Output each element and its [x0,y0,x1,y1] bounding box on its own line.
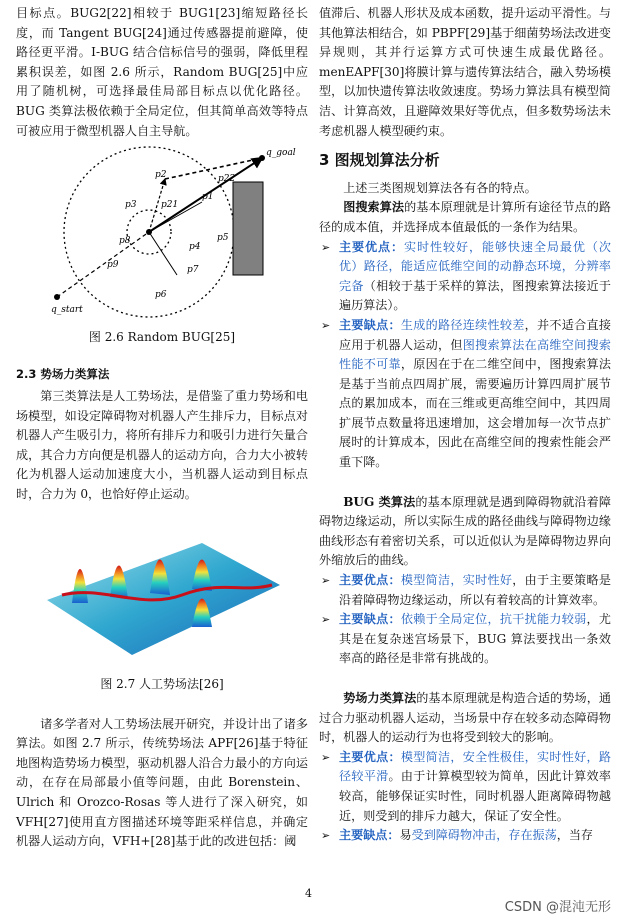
p3-label: p3 [125,200,137,211]
potential-field-surface [42,515,282,665]
p21-label: p21 [161,200,179,211]
bug-paragraph [319,493,611,571]
start-point [54,294,60,300]
random-bug-diagram [37,147,296,317]
bug-term: BUG 类算法 [343,494,416,509]
dis-label: 主要缺点： [339,612,401,627]
potential-paragraph [319,689,611,748]
dis-highlight-1: 生成的路径连续性较差 [400,317,525,332]
p5-label: p5 [217,233,229,244]
adv-highlight: 模型简洁，安全性极佳，实时性好，路径较平滑 [339,749,611,784]
p8-label: p8 [119,236,131,247]
figure-2-7 [16,515,308,672]
graph-search-text: 的基本原理就是计算所有途径节点的路径的成本值，并选择成本值最低的一条作为结果。 [319,200,611,234]
bullet-arrow-icon: ➢ [321,750,331,764]
dis-text: ，尤其是在复杂迷宫场景下，BUG 算法要找出一条效率高的路径是非常有挑战的。 [339,612,611,666]
graph-search-disadvantages [319,316,611,473]
goal-point [259,155,265,161]
bug-advantages [319,571,611,610]
obstacle-block [233,182,263,275]
left-paragraph-2: 第三类算法是人工势场法，是借鉴了重力势场和电场模型，如设定障碍物对机器人产生排斥力，目标点对机器人产生吸引力，将所有排斥力和吸引力进行矢量合成，其合力方向便是机器人的运动方向，合力大小被转化为机器人运动加速度大小，当机器人运动到目标点时，合力为 0，也恰好停止运动。 [16,388,308,501]
left-paragraph-3: 诸多学者对人工势场法展开研究，并设计出了诸多算法。如图 2.7 所示，传统势场法 APF[26]基于特征地图构造势场力模型，驱动机器人沿合力最小的方向运动，在存在局部最小值等问题，由此 Borenstein、Ulrich 和 Orozco-Rosas 等人进行了深入研究，如 VFH[27]使用直方图描述环境等距采样信息，并确定机器人运动方向，VFH+[28]基于此的改进包括：阈 [16,716,308,849]
p1-label: p1 [202,192,214,203]
potential-term: 势场力类算法 [343,691,417,705]
adv-highlight: 实时性较好，能够快速全局最优（次优）路径，能适应低维空间的动静态环境，分辨率完备 [339,239,611,293]
adv-label: 主要优点： [339,239,404,254]
graph-search-paragraph [319,198,611,237]
peak-1 [72,569,88,603]
adv-label: 主要优点： [339,749,401,764]
dis-label: 主要缺点： [339,317,401,332]
adv-text: 。由于计算模型较为简单，因此计算效率较高，能够保证实时性，同时机器人距离障碍物越近，则受到的排斥力越大，保证了安全性。 [339,769,611,823]
dis-highlight-2: 图搜索算法在高维空间搜索性能不可靠 [339,337,611,372]
start-label: q_start [51,305,83,316]
p2-label: p2 [155,170,167,181]
dis-text: ，原因在于在二维空间中，图搜索算法是基于当前点四周扩展，需要遍历计算四周扩展节点的累加成本，而在三维或更高维空间中，其四周扩展节点数量将迅速增加，这会增加每一次节点扩展时的计算成本，因此在高维空间的搜索性能会严重下降。 [339,357,611,470]
intro-paragraph: 上述三类图规划算法各有各的特点。 [343,180,537,195]
potential-text: 的基本原理就是构造合适的势场，通过合力驱动机器人运动，当场景中存在较多动态障碍物时，机器人的运动行为也将受到较大的影响。 [319,691,611,745]
p4-label: p4 [189,242,201,253]
watermark: CSDN @混沌无形 [504,900,611,915]
bullet-arrow-icon: ➢ [321,574,331,588]
adv-label: 主要优点： [339,573,401,588]
potential-advantages [319,748,611,826]
bug-text: 的基本原理就是遇到障碍物就沿着障碍物边缘运动，所以实际生成的路径曲线与障碍物边缘曲线形态有着密切关系，可以近似认为是障碍物边界向外缩放后的曲线。 [319,494,611,568]
figure-2-6 [16,147,308,324]
right-column [319,4,611,846]
dis-highlight: 受到障碍物冲击，存在振荡 [411,828,557,843]
dis-label: 主要缺点： [339,828,400,843]
p9-label: p9 [107,260,119,271]
dis-highlight: 依赖于全局定位，抗干扰能力较弱 [400,612,587,627]
p22-label: p22 [218,174,236,185]
section-2-3-heading: 2.3 势场力类算法 [16,367,110,382]
dis-text: ，当存 [556,828,594,843]
dis-text-mid: ，并不适合直接应用于机器人运动，但 [339,317,611,352]
graph-search-term: 图搜索算法 [343,200,405,215]
graph-search-advantages [319,238,611,316]
bullet-arrow-icon: ➢ [321,318,331,332]
figure-2-7-caption: 图 2.7 人工势场法[26] [100,677,224,692]
p7-ray [149,232,177,275]
bullet-arrow-icon: ➢ [321,613,331,627]
page-number: 4 [305,887,312,900]
bullet-arrow-icon: ➢ [321,240,331,254]
goal-label: q_goal [266,148,296,159]
figure-2-6-caption: 图 2.6 Random BUG[25] [88,329,236,344]
p6-label: p6 [155,290,167,301]
section-3-heading: 3 图规划算法分析 [319,151,440,170]
left-column [16,4,308,852]
bullet-arrow-icon: ➢ [321,829,331,843]
robot-point [146,229,152,235]
adv-text: （相较于基于采样的算法，图搜索算法接近于遍历算法）。 [339,278,611,313]
dis-text-pre: 易 [399,828,412,843]
left-paragraph-1: 目标点。BUG2[22]相较于 BUG1[23]缩短路径长度，而 Tangent BUG[24]通过传感器提前避障，使路径更平滑。I-BUG 结合信标信号的强弱，降低里程累积误差，如图 2.6 所示，Random BUG[25]中应用了随机树，可选择最佳局部目标点以优化路径。BUG 类算法极依赖于全局定位，但其简单高效等特点可被应用于微型机器人自主导航。 [16,6,308,138]
p7-label: p7 [187,265,199,276]
adv-highlight: 模型简洁，实时性好 [400,573,513,588]
start-path [57,232,149,297]
bug-disadvantages [319,610,611,669]
right-paragraph-1: 值滞后、机器人形状及成本函数，提升运动平滑性。与其他算法相结合，如 PBPF[29]基于细菌势场法改进变异规则，其并行运算方式可快速生成最优路径。menEAPF[30]将膜计算与遗传算法结合，融入势场模型，以加快遗传算法收敛速度。势场力算法具有模型简洁、计算高效，且避障效果好等优点，但多数势场法未考虑机器人模型硬约束。 [319,6,612,138]
adv-text: ，由于主要策略是沿着障碍物边缘运动，所以有着较高的计算效率。 [339,573,611,607]
potential-disadvantages [319,826,611,846]
